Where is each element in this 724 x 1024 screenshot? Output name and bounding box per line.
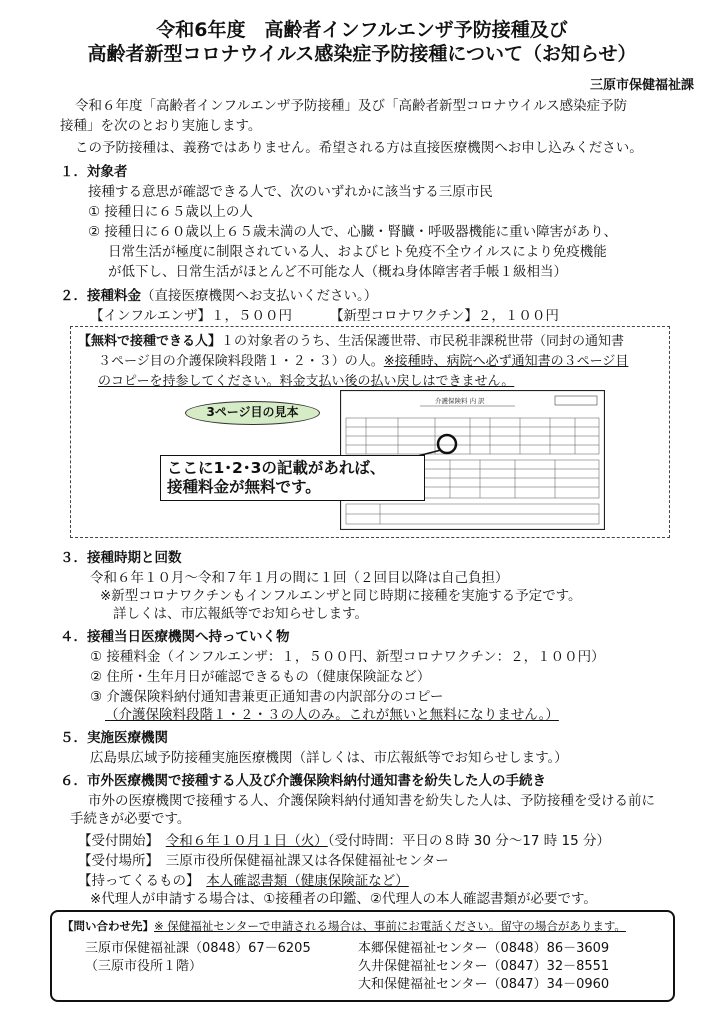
free-eligibility-label: 【無料で接種できる人】 [78, 334, 222, 349]
bring-items-label: 【持ってくるもの】 [78, 873, 193, 889]
reception-hours: （受付時間：平日の８時 30 分～17 時 15 分） [327, 833, 610, 849]
section-4-heading: ４．接種当日医療機関へ持っていく物 [60, 629, 290, 645]
intro-line-3: この予防接種は、義務ではありません。希望される方は直接医療機関へお申し込みください。 [75, 140, 643, 156]
proxy-note: ※代理人が申請する場合は、①接種者の印鑑、②代理人の本人確認書類が必要です。 [90, 891, 597, 907]
section-6-heading: ６．市外医療機関で接種する人及び介護保険料納付通知書を紛失した人の手続き [60, 773, 546, 789]
section-2-heading-row [60, 287, 377, 305]
section-3-heading: ３．接種時期と回数 [60, 550, 182, 566]
reception-start-label: 【受付開始】 [78, 833, 153, 849]
section-5-heading: ５．実施医療機関 [60, 730, 168, 746]
section-1-item-2-cont: が低下し、日常生活がほとんど不可能な人（概ね身体障害者手帳１級相当） [108, 264, 567, 280]
fee-covid: 【新型コロナワクチン】２，１００円 [330, 308, 559, 324]
reception-place-row [78, 852, 449, 870]
sample-label-oval: 3ページ目の見本 [185, 401, 320, 425]
free-eligibility-warning: のコピーを持参してください。料金支払い後の払い戻しはできません。 [98, 374, 515, 389]
fee-influenza: 【インフルエンザ】１，５００円 [90, 308, 292, 324]
callout-line-1: ここに1･2･3の記載があれば、 [167, 459, 386, 477]
contact-header [62, 918, 626, 934]
free-eligibility-line-1 [78, 333, 624, 351]
bring-items-row [78, 872, 409, 890]
section-3-line-3: 詳しくは、市広報紙等でお知らせします。 [113, 606, 369, 622]
section-3-line-1: 令和６年１０月～令和７年１月の間に１回（２回目以降は自己負担） [90, 570, 509, 586]
contact-center-hongo: 本郷保健福祉センター（0848）86－3609 [358, 941, 610, 956]
contact-main-location: （三原市役所１階） [85, 959, 203, 974]
title-line-1: 令和6年度 高齢者インフルエンザ予防接種及び [156, 19, 568, 41]
contact-note: ※ 保健福祉センターで申請される場合は、事前にお電話ください。留守の場合があります。 [154, 919, 626, 933]
bring-items-value: 本人確認書類（健康保険証など） [206, 873, 409, 889]
callout-line-2: 接種料金が無料です。 [167, 478, 321, 496]
section-5-line-1: 広島県広域予防接種実施医療機関（詳しくは、市広報紙等でお知らせします。） [90, 750, 568, 766]
intro-line-2: 接種」を次のとおり実施します。 [60, 118, 262, 134]
section-1-item-1: ① 接種日に６５歳以上の人 [88, 204, 253, 220]
section-1-item-2: ② 接種日に６０歳以上６５歳未満の人で、心臓・腎臓・呼吸器機能に重い障害があり、 [88, 224, 618, 240]
contact-center-kui: 久井保健福祉センター（0847）32－8551 [358, 959, 610, 974]
free-eligibility-text: ３ページ目の介護保険料段階１・２・３）の人。 [98, 354, 384, 369]
free-eligibility-warning: ※接種時、病院へ必ず通知書の３ページ目 [383, 354, 629, 369]
reception-place-label: 【受付場所】 [78, 853, 153, 869]
reception-start-date: 令和６年１０月１日（火） [165, 833, 328, 849]
section-4-item-3: ③ 介護保険料納付通知書兼更正通知書の内訳部分のコピー [90, 689, 444, 705]
section-2-heading: ２．接種料金 [60, 288, 141, 304]
section-6-line-2: 手続きが必要です。 [70, 811, 191, 827]
reception-place-value: 三原市役所保健福祉課又は各保健福祉センター [165, 853, 449, 869]
free-eligibility-text: １の対象者のうち、生活保護世帯、市民税非課税世帯（同封の通知書 [221, 334, 625, 349]
section-2-note: （直接医療機関へお支払いください。） [141, 288, 378, 304]
reception-start-row [78, 832, 610, 850]
intro-line-1: 令和６年度「高齢者インフルエンザ予防接種」及び「高齢者新型コロナウイルス感染症予防 [75, 98, 628, 114]
section-3-line-2: ※新型コロナワクチンもインフルエンザと同じ時期に接種を実施する予定です。 [100, 588, 582, 604]
sample-form-heading: 介護保険料 内 訳 [435, 397, 485, 405]
section-4-item-1: ① 接種料金（インフルエンザ：１，５００円、新型コロナワクチン：２，１００円） [90, 649, 605, 665]
title-line-2: 高齢者新型コロナウイルス感染症予防接種について（お知らせ） [87, 43, 637, 65]
section-1-lead: 接種する意思が確認できる人で、次のいずれかに該当する三原市民 [88, 184, 493, 200]
free-fee-callout [160, 455, 425, 501]
section-4-item-3-note: （介護保険料段階１・２・３の人のみ。これが無いと無料になりません。） [105, 707, 559, 723]
contact-label: 【問い合わせ先】 [62, 919, 154, 933]
section-6-line-1: 市外の医療機関で接種する人、介護保険料納付通知書を紛失した人は、予防接種を受ける前に [88, 793, 655, 809]
section-4-item-2: ② 住所・生年月日が確認できるもの（健康保険証など） [90, 669, 431, 685]
department-name: 三原市保健福祉課 [589, 78, 694, 93]
free-eligibility-line-2 [98, 353, 628, 371]
contact-main: 三原市保健福祉課（0848）67－6205 [85, 941, 311, 956]
section-1-item-2-cont: 日常生活が極度に制限されている人、およびヒト免疫不全ウイルスにより免疫機能 [108, 244, 607, 260]
section-1-heading: １．対象者 [60, 164, 128, 180]
contact-center-daiwa: 大和保健福祉センター（0847）34－0960 [358, 977, 610, 992]
